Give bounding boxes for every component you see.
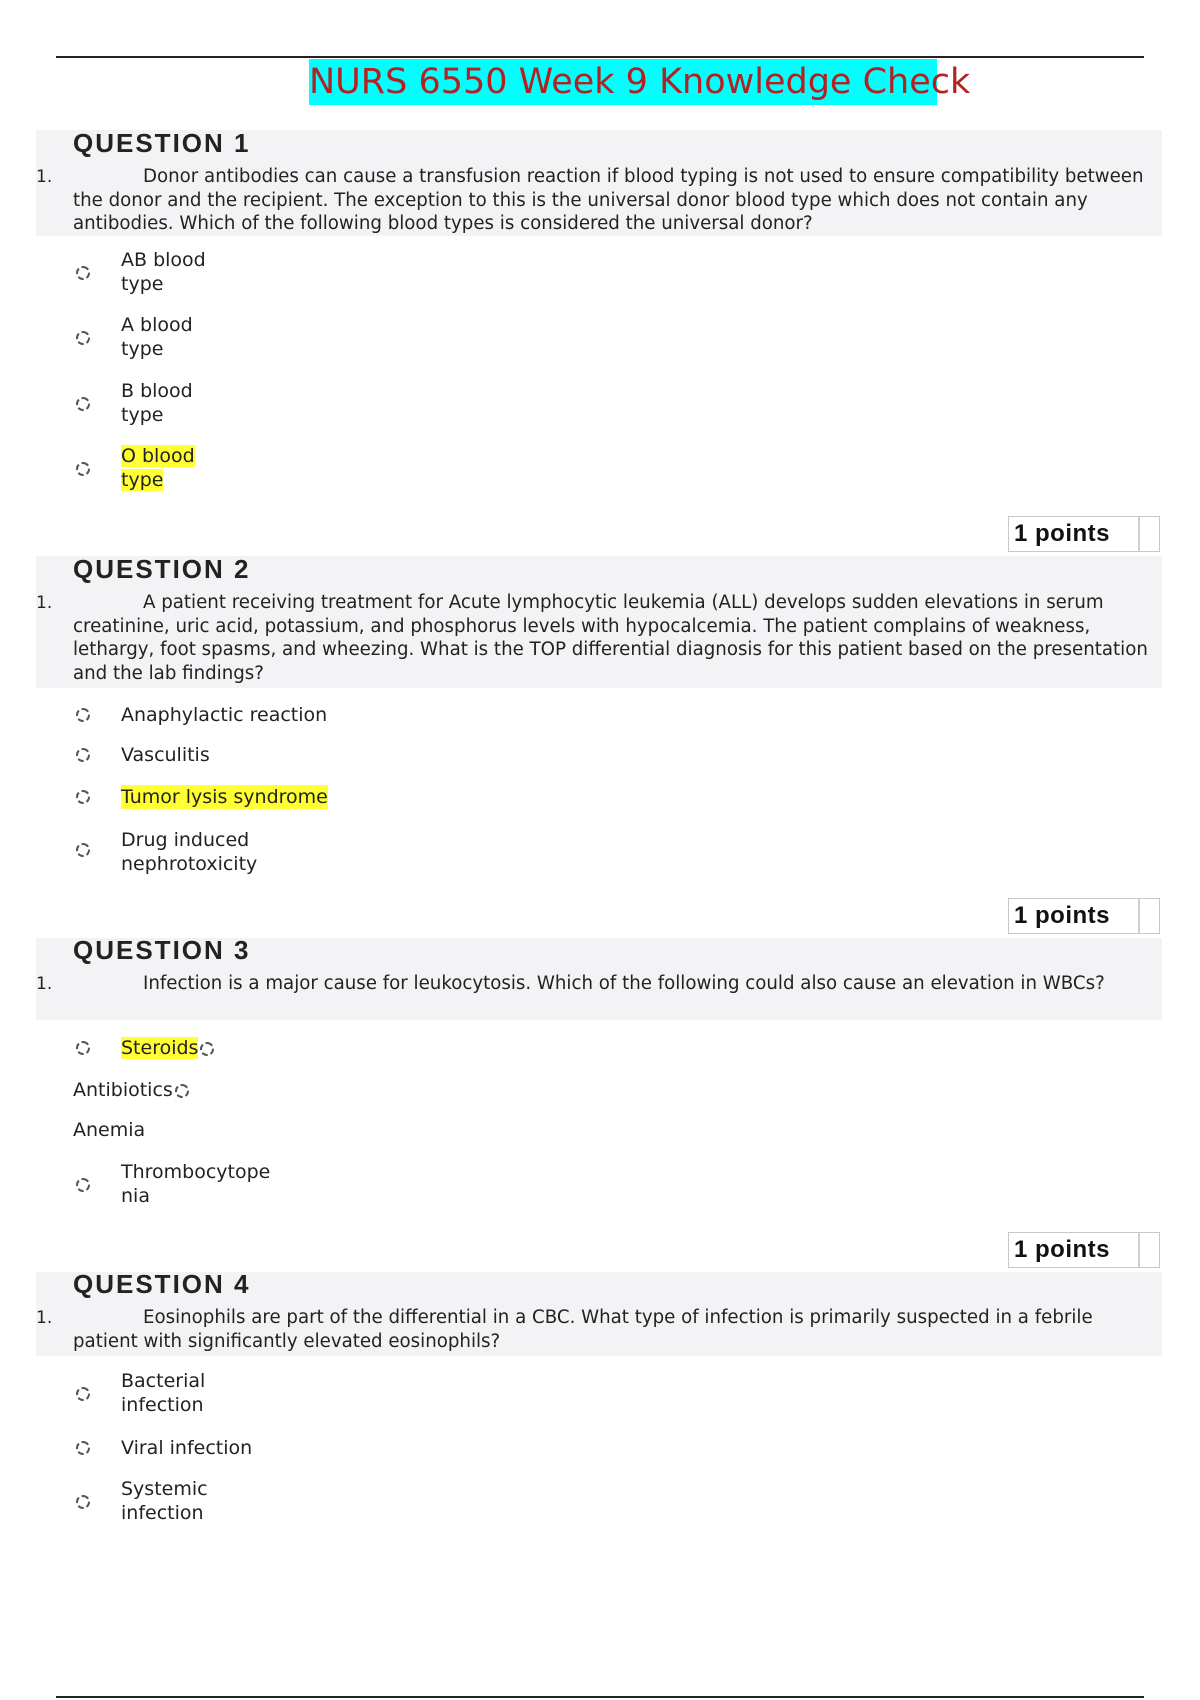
radio-button-icon[interactable] <box>200 1042 214 1056</box>
question-3-header: QUESTION 3 <box>73 935 251 965</box>
option-label: Vasculitis <box>121 744 210 766</box>
question-4-text: Eosinophils are part of the differential in a CBC. What type of infection is primarily suspected in a febrile patient with significantly elevated eosinophils? <box>73 1307 1093 1352</box>
question-3-points-box <box>1008 1232 1160 1268</box>
option-label: O blood type <box>121 445 195 491</box>
radio-button-icon[interactable] <box>76 1178 90 1192</box>
question-2-text: A patient receiving treatment for Acute lymphocytic leukemia (ALL) develops sudden elevations in serum creatinine, uric acid, potassium, and phosphorus levels with hypocalcemia. The patient complains of weakness, lethargy, foot spasms, and wheezing. What is the TOP differential diagnosis for this patient based on the presentation and the lab findings? <box>73 592 1148 684</box>
option-label: Viral infection <box>121 1437 253 1459</box>
radio-button-icon[interactable] <box>76 397 90 411</box>
question-1-header: QUESTION 1 <box>73 128 251 158</box>
page-title: NURS 6550 Week 9 Knowledge Check <box>309 59 937 105</box>
q3-option-antibiotics[interactable] <box>73 1078 189 1102</box>
option-label: AB blood type <box>121 249 206 295</box>
option-label: Drug induced nephrotoxicity <box>121 829 258 875</box>
radio-button-icon[interactable] <box>76 748 90 762</box>
option-label: Tumor lysis syndrome <box>121 786 328 808</box>
option-label: Anemia <box>73 1119 146 1141</box>
option-label: Systemic infection <box>121 1478 208 1524</box>
option-label: A blood type <box>121 314 193 360</box>
radio-button-icon[interactable] <box>76 266 90 280</box>
question-1-points-box <box>1008 516 1160 552</box>
radio-button-icon[interactable] <box>76 1495 90 1509</box>
radio-button-icon[interactable] <box>76 843 90 857</box>
option-label: Anaphylactic reaction <box>121 704 328 726</box>
question-3-number: 1. <box>36 974 53 994</box>
option-label: Thrombocytope nia <box>121 1161 271 1207</box>
radio-button-icon[interactable] <box>76 790 90 804</box>
q3-option-anemia[interactable] <box>73 1118 145 1142</box>
question-2-points-box <box>1008 898 1160 934</box>
option-label: Bacterial infection <box>121 1370 206 1416</box>
points-label: 1 points <box>1014 899 1140 933</box>
question-4-header: QUESTION 4 <box>73 1269 251 1299</box>
question-1-text: Donor antibodies can cause a transfusion reaction if blood typing is not used to ensure compatibility between the donor and the recipient. The exception to this is the universal donor blood type which does not contain any antibodies. Which of the following blood types is considered the universal donor? <box>73 166 1144 234</box>
question-2-header: QUESTION 2 <box>73 554 251 584</box>
top-rule <box>56 56 1144 58</box>
radio-button-icon[interactable] <box>76 462 90 476</box>
question-2-number: 1. <box>36 593 53 613</box>
question-1-number: 1. <box>36 167 53 187</box>
radio-button-icon[interactable] <box>175 1084 189 1098</box>
radio-button-icon[interactable] <box>76 1387 90 1401</box>
radio-button-icon[interactable] <box>76 1441 90 1455</box>
radio-button-icon[interactable] <box>76 331 90 345</box>
option-label: Antibiotics <box>73 1079 173 1101</box>
option-label: Steroids <box>121 1036 214 1060</box>
points-label: 1 points <box>1014 517 1140 551</box>
question-4-number: 1. <box>36 1308 53 1328</box>
radio-button-icon[interactable] <box>76 708 90 722</box>
bottom-rule <box>56 1696 1144 1698</box>
radio-button-icon[interactable] <box>76 1041 90 1055</box>
question-3-text: Infection is a major cause for leukocytosis. Which of the following could also cause an elevation in WBCs? <box>143 973 1105 994</box>
option-label: B blood type <box>121 380 193 426</box>
points-label: 1 points <box>1014 1233 1140 1267</box>
